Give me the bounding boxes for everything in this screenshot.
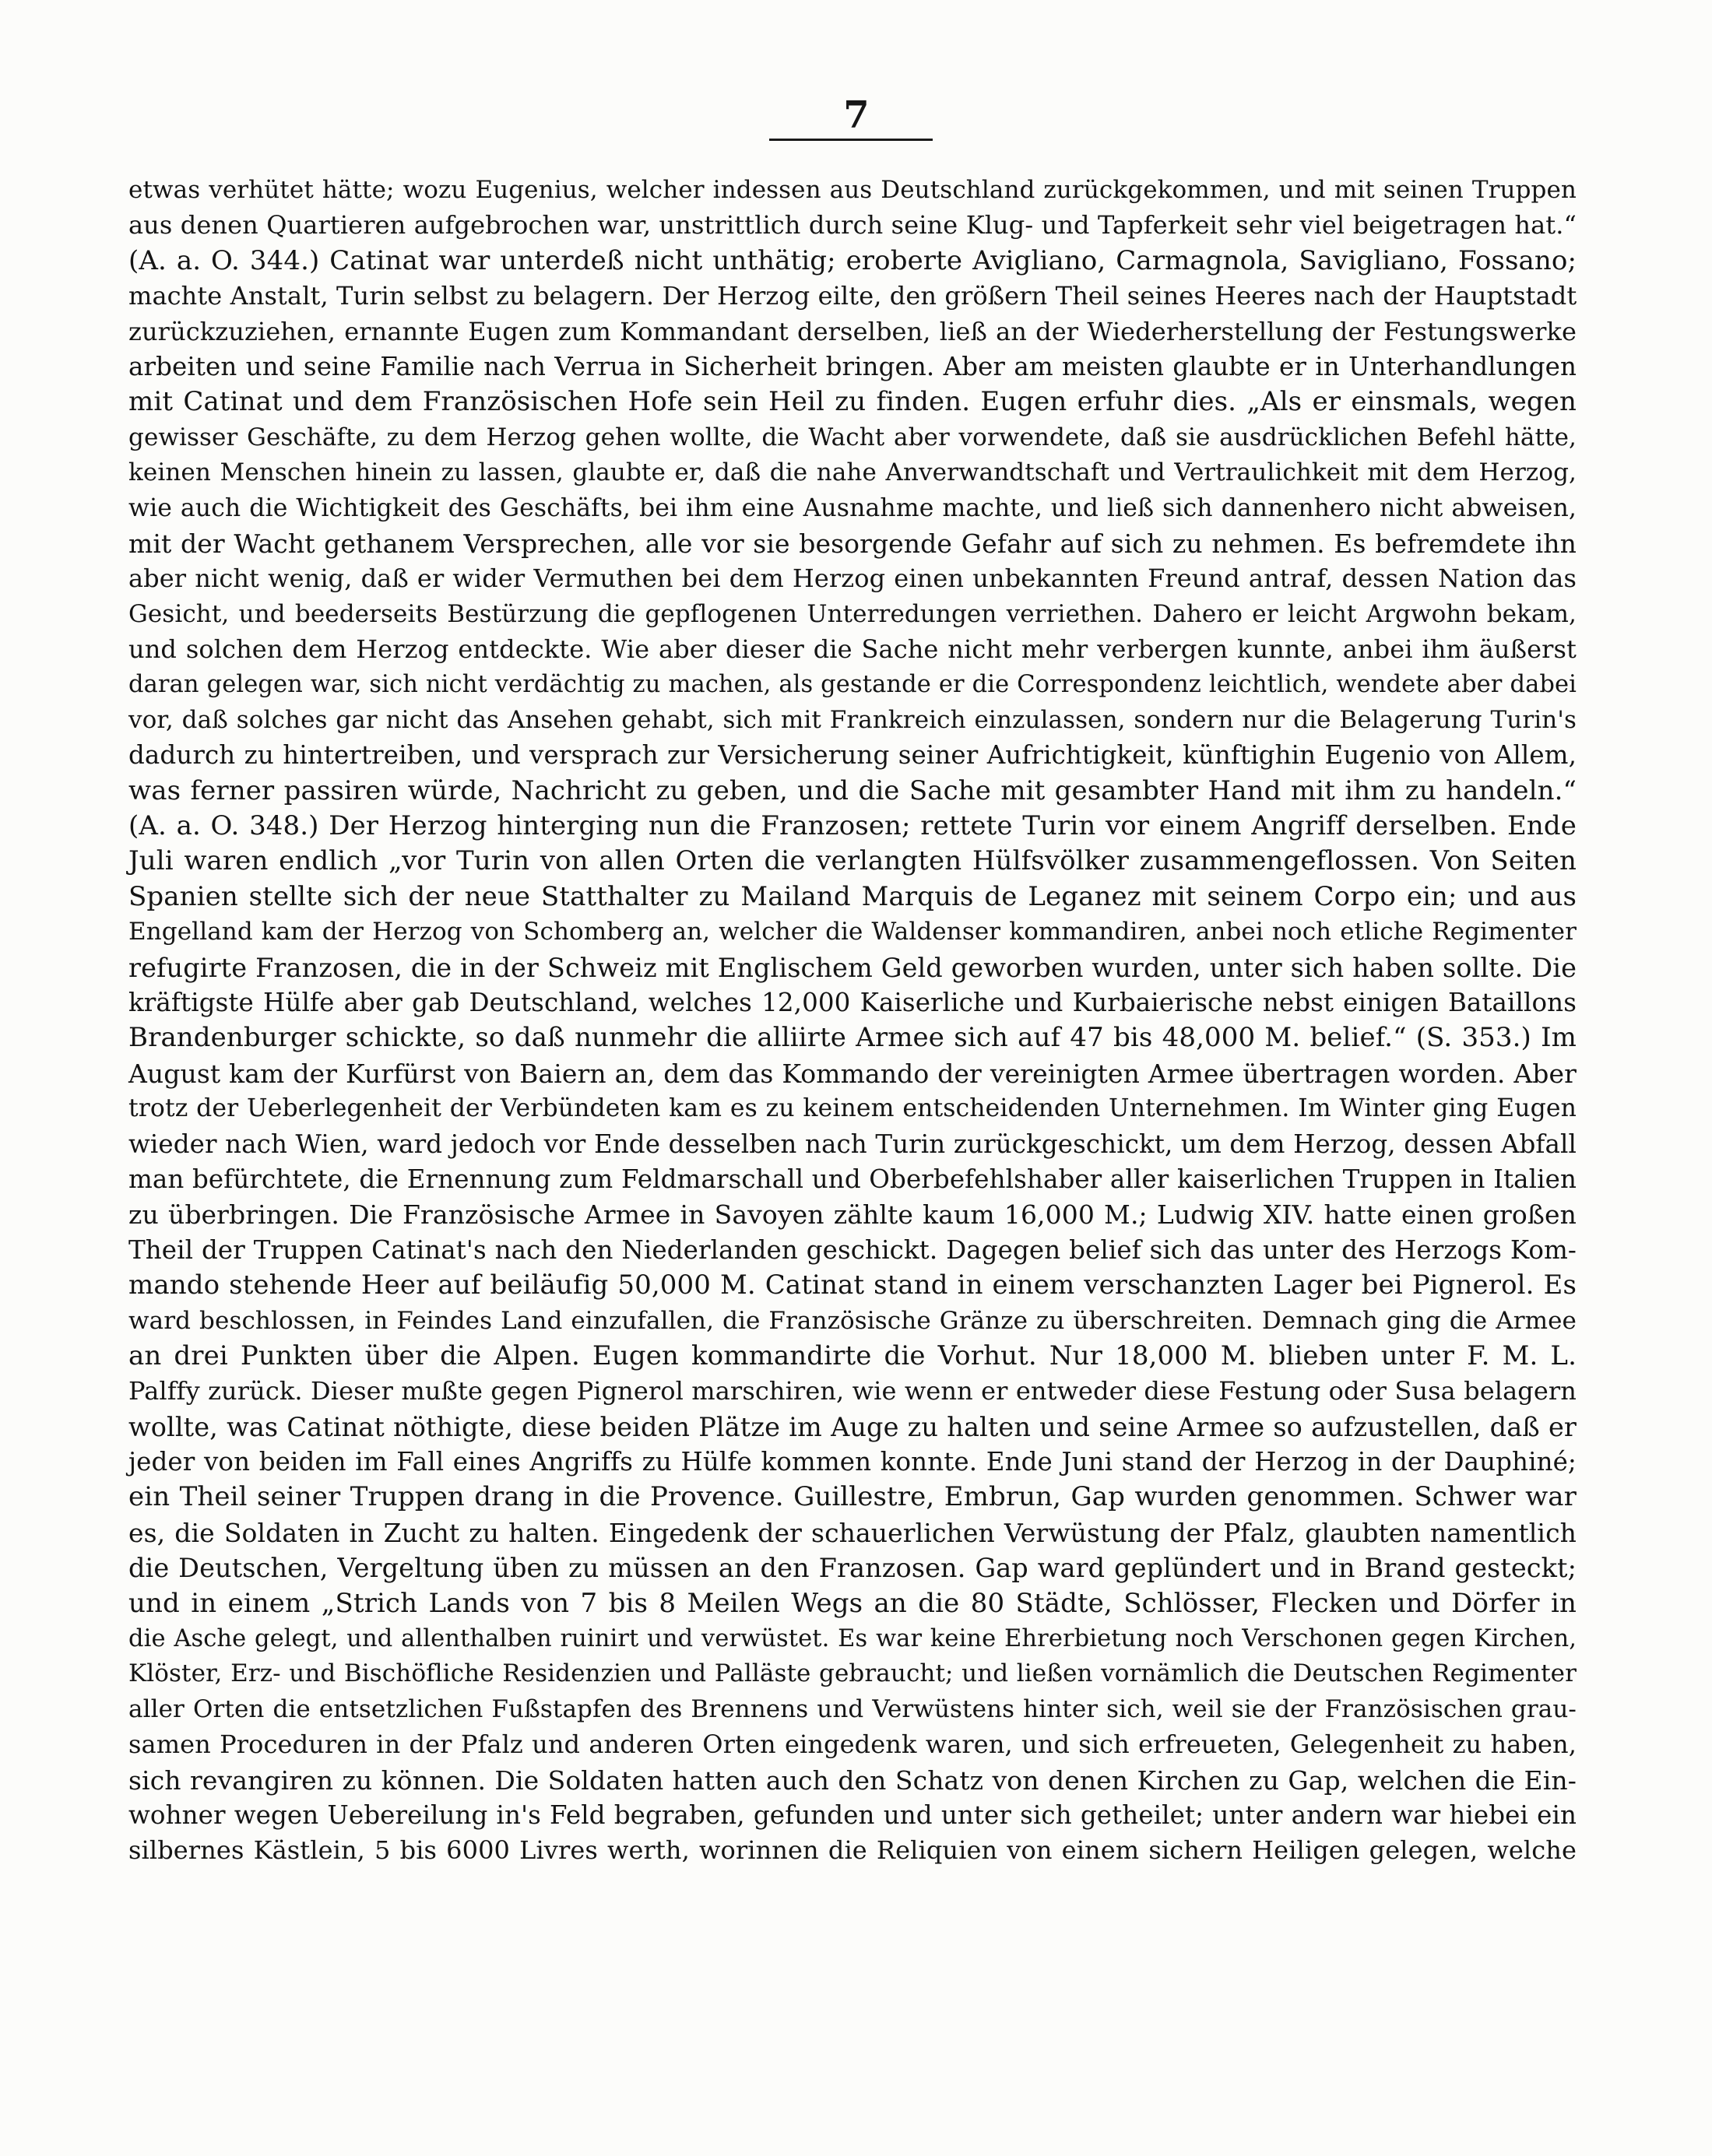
text-line: Spanien stellte sich der neue Statthalter zu Mailand Marquis de Leganez mit seinem Corpo ein; und aus <box>128 880 1577 912</box>
text-line: (A. a. O. 348.) Der Herzog hinterging nun die Franzosen; rettete Turin vor einem Angriff derselben. Ende <box>128 810 1577 842</box>
text-line: Klöster, Erz- und Bischöfliche Residenzien und Palläste gebraucht; und ließen vornämlich die Deutschen Regimenter <box>128 1659 1577 1688</box>
text-line: dadurch zu hintertreiben, und versprach zur Versicherung seiner Aufrichtigkeit, künftighin Eugenio von Allem, <box>128 740 1577 771</box>
text-line: refugirte Franzosen, die in der Schweiz mit Englischem Geld geworben wurden, unter sich haben sollte. Die <box>128 952 1577 983</box>
text-line: und solchen dem Herzog entdeckte. Wie aber dieser die Sache nicht mehr verbergen kunnte, anbei ihm äußerst <box>128 634 1577 665</box>
text-line: mando stehende Heer auf beiläufig 50,000 M. Catinat stand in einem verschanzten Lager bei Pignerol. Es <box>128 1269 1577 1301</box>
text-line: zurückzuziehen, ernannte Eugen zum Kommandant derselben, ließ an der Wiederherstellung der Festungswerke <box>128 316 1577 346</box>
text-line: aus denen Quartieren aufgebrochen war, unstrittlich durch seine Klug- und Tapferkeit sehr viel beigetragen hat.“ <box>128 210 1577 241</box>
text-line: man befürchtete, die Ernennung zum Feldmarschall und Oberbefehlshaber aller kaiserlichen Truppen in Italien <box>128 1164 1577 1194</box>
page-number-rule <box>769 139 933 141</box>
text-line: machte Anstalt, Turin selbst zu belagern. Der Herzog eilte, den größern Theil seines Heeres nach der Hauptstadt <box>128 281 1577 311</box>
text-line: samen Proceduren in der Pfalz und anderen Orten eingedenk waren, und sich erfreueten, Gelegenheit zu haben, <box>128 1729 1577 1760</box>
text-line: sich revangiren zu können. Die Soldaten hatten auch den Schatz von denen Kirchen zu Gap, welchen die Ein- <box>128 1764 1577 1796</box>
text-line: gewisser Geschäfte, zu dem Herzog gehen wollte, die Wacht aber vorwendete, daß sie ausdrücklichen Befehl hätte, <box>128 423 1577 451</box>
text-line: keinen Menschen hinein zu lassen, glaubte er, daß die nahe Anverwandtschaft und Vertraulichkeit mit dem Herzog, <box>128 458 1577 487</box>
text-line: wollte, was Catinat nöthigte, diese beiden Plätze im Auge zu halten und seine Armee so aufzustellen, daß er <box>128 1411 1577 1442</box>
text-line: und in einem „Strich Lands von 7 bis 8 Meilen Wegs an die 80 Städte, Schlösser, Flecken und Dörfer in <box>128 1587 1577 1619</box>
text-line: an drei Punkten über die Alpen. Eugen kommandirte die Vorhut. Nur 18,000 M. blieben unter F. M. L. <box>128 1340 1577 1371</box>
text-line: daran gelegen war, sich nicht verdächtig zu machen, als gestande er die Correspondenz leichtlich, wendete aber dabei <box>128 671 1577 699</box>
text-line: Brandenburger schickte, so daß nunmehr die alliirte Armee sich auf 47 bis 48,000 M. belief.“ (S. 353.) Im <box>128 1022 1577 1054</box>
text-line: die Deutschen, Vergeltung üben zu müssen an den Franzosen. Gap ward geplündert und in Brand gesteckt; <box>128 1553 1577 1584</box>
text-line: es, die Soldaten in Zucht zu halten. Eingedenk der schauerlichen Verwüstung der Pfalz, glaubten namentlich <box>128 1517 1577 1548</box>
text-line: zu überbringen. Die Französische Armee in Savoyen zählte kaum 16,000 M.; Ludwig XIV. hatte einen großen <box>128 1199 1577 1231</box>
text-line: jeder von beiden im Fall eines Angriffs zu Hülfe kommen konnte. Ende Juni stand der Herzog in der Dauphiné; <box>128 1447 1577 1477</box>
text-line: ein Theil seiner Truppen drang in die Provence. Guillestre, Embrun, Gap wurden genommen. Schwer war <box>128 1481 1577 1513</box>
text-line: (A. a. O. 344.) Catinat war unterdeß nicht unthätig; eroberte Avigliano, Carmagnola, Savigliano, Fossano; <box>128 244 1577 276</box>
text-line: was ferner passiren würde, Nachricht zu geben, und die Sache mit gesambter Hand mit ihm zu handeln.“ <box>128 774 1577 806</box>
text-line: aller Orten die entsetzlichen Fußstapfen des Brennens und Verwüstens hinter sich, weil sie der Französischen grau- <box>128 1694 1577 1723</box>
text-line: arbeiten und seine Familie nach Verrua in Sicherheit bringen. Aber am meisten glaubte er in Unterhandlungen <box>128 351 1577 381</box>
text-line: mit der Wacht gethanem Versprechen, alle vor sie besorgende Gefahr auf sich zu nehmen. Es befremdete ihn <box>128 528 1577 559</box>
text-line: wieder nach Wien, ward jedoch vor Ende desselben nach Turin zurückgeschickt, um dem Herzog, dessen Abfall <box>128 1129 1577 1159</box>
text-line: ward beschlossen, in Feindes Land einzufallen, die Französische Gränze zu überschreiten. Demnach ging die Armee <box>128 1306 1577 1335</box>
body-text <box>128 173 1577 1869</box>
text-line: trotz der Ueberlegenheit der Verbündeten kam es zu keinem entscheidenden Unternehmen. Im Winter ging Eugen <box>128 1094 1577 1123</box>
text-line: Engelland kam der Herzog von Schomberg an, welcher die Waldenser kommandiren, anbei noch etliche Regimenter <box>128 918 1577 946</box>
text-line: wohner wegen Uebereilung in's Feld begraben, gefunden und unter sich getheilet; unter andern war hiebei ein <box>128 1800 1577 1830</box>
text-line: Palffy zurück. Dieser mußte gegen Pignerol marschiren, wie wenn er entweder diese Festung oder Susa belagern <box>128 1376 1577 1406</box>
text-line: kräftigste Hülfe aber gab Deutschland, welches 12,000 Kaiserliche und Kurbaierische nebst einigen Bataillons <box>128 987 1577 1017</box>
page-number: 7 <box>843 93 870 137</box>
text-line: aber nicht wenig, daß er wider Vermuthen bei dem Herzog einen unbekannten Freund antraf, dessen Nation das <box>128 564 1577 594</box>
text-line: die Asche gelegt, und allenthalben ruinirt und verwüstet. Es war keine Ehrerbietung noch Verschonen gegen Kirchen, <box>128 1625 1577 1653</box>
text-line: vor, daß solches gar nicht das Ansehen gehabt, sich mit Frankreich einzulassen, sondern nur die Belagerung Turin's <box>128 705 1577 734</box>
text-line: mit Catinat und dem Französischen Hofe sein Heil zu finden. Eugen erfuhr dies. „Als er einsmals, wegen <box>128 386 1577 418</box>
text-line: silbernes Kästlein, 5 bis 6000 Livres werth, worinnen die Reliquien von einem sichern Heiligen gelegen, welche <box>128 1835 1577 1866</box>
text-line: wie auch die Wichtigkeit des Geschäfts, bei ihm eine Ausnahme machte, und ließ sich dannenhero nicht abweisen, <box>128 493 1577 522</box>
text-line: Gesicht, und beederseits Bestürzung die gepflogenen Unterredungen verriethen. Dahero er leicht Argwohn bekam, <box>128 599 1577 628</box>
text-line: August kam der Kurfürst von Baiern an, dem das Kommando der vereinigten Armee übertragen worden. Aber <box>128 1058 1577 1089</box>
text-line: etwas verhütet hätte; wozu Eugenius, welcher indessen aus Deutschland zurückgekommen, und mit seinen Truppen <box>128 176 1577 204</box>
text-line: Theil der Truppen Catinat's nach den Niederlanden geschickt. Dagegen belief sich das unter des Herzogs Kom- <box>128 1234 1577 1265</box>
text-line: Juli waren endlich „vor Turin von allen Orten die verlangten Hülfsvölker zusammengeflossen. Von Seiten <box>128 845 1577 877</box>
